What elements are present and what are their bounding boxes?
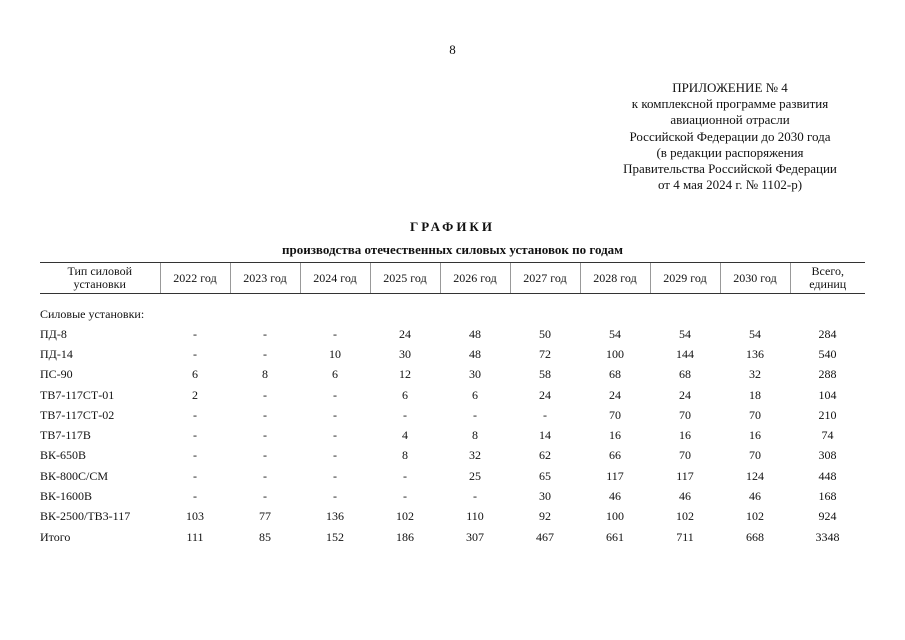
value-cell: - <box>263 448 267 463</box>
value-cell: 111 <box>186 529 204 544</box>
value-cell: - <box>543 407 547 422</box>
total-cell: 168 <box>818 489 837 504</box>
engine-name-cell: ВК-800С/СМ <box>40 468 109 483</box>
value-cell: 6 <box>332 367 338 382</box>
column-header: 2026 год <box>440 263 510 294</box>
engine-name-cell: Итого <box>40 529 71 544</box>
table-body <box>40 294 865 548</box>
value-cell: 152 <box>326 529 344 544</box>
value-cell: 110 <box>466 509 484 524</box>
value-cell: 100 <box>606 509 624 524</box>
column-header: 2023 год <box>230 263 300 294</box>
value-cell: - <box>263 428 267 443</box>
appendix-line: авиационной отрасли <box>670 112 790 128</box>
value-cell: - <box>333 407 337 422</box>
table-row <box>40 324 865 344</box>
total-cell: 288 <box>818 367 837 382</box>
value-cell: 117 <box>606 468 624 483</box>
value-cell: 186 <box>396 529 414 544</box>
column-header: 2028 год <box>580 263 650 294</box>
value-cell: 46 <box>749 489 761 504</box>
column-header: 2030 год <box>720 263 790 294</box>
total-cell: 540 <box>818 346 837 361</box>
value-cell: 32 <box>749 367 761 382</box>
value-cell: 100 <box>606 346 624 361</box>
value-cell: 144 <box>676 346 694 361</box>
value-cell: - <box>263 387 267 402</box>
total-cell: 104 <box>818 387 837 402</box>
value-cell: 24 <box>679 387 691 402</box>
value-cell: 117 <box>676 468 694 483</box>
engine-name-cell: ПС-90 <box>40 367 73 382</box>
appendix-line: ПРИЛОЖЕНИЕ № 4 <box>672 80 788 95</box>
value-cell: - <box>193 407 197 422</box>
column-header-type: Тип силовой установки <box>40 263 160 294</box>
column-header: 2025 год <box>370 263 440 294</box>
document-title: ГРАФИКИ <box>410 219 495 234</box>
value-cell: 68 <box>609 367 621 382</box>
value-cell: 24 <box>539 387 551 402</box>
section-label: Силовые установки: <box>40 307 145 321</box>
document-subtitle: производства отечественных силовых установок по годам <box>281 242 624 257</box>
engine-name-cell: ВК-1600В <box>40 489 93 504</box>
value-cell: - <box>333 428 337 443</box>
total-cell: 284 <box>818 326 837 341</box>
column-header: 2022 год <box>160 263 230 294</box>
value-cell: 24 <box>399 326 411 341</box>
value-cell: 6 <box>472 387 478 402</box>
value-cell: - <box>403 489 407 504</box>
value-cell: 92 <box>539 509 551 524</box>
column-header: Всего, единиц <box>790 263 865 294</box>
value-cell: - <box>193 326 197 341</box>
value-cell: 48 <box>469 346 481 361</box>
value-cell: - <box>473 489 477 504</box>
value-cell: 668 <box>746 529 764 544</box>
value-cell: - <box>333 326 337 341</box>
value-cell: 136 <box>746 346 764 361</box>
column-header: 2027 год <box>510 263 580 294</box>
page-number: 8 <box>449 42 456 57</box>
table-row <box>40 486 865 506</box>
table-row <box>40 344 865 364</box>
value-cell: 58 <box>539 367 551 382</box>
appendix-line: к комплексной программе развития <box>631 96 829 112</box>
value-cell: 50 <box>539 326 551 341</box>
appendix-line: Правительства Российской Федерации <box>623 161 837 177</box>
appendix-header <box>590 80 870 193</box>
value-cell: 66 <box>609 448 621 463</box>
value-cell: - <box>403 468 407 483</box>
value-cell: 2 <box>192 387 198 402</box>
value-cell: - <box>193 489 197 504</box>
value-cell: 16 <box>609 428 621 443</box>
appendix-line: (в редакции распоряжения <box>656 144 804 160</box>
value-cell: 661 <box>606 529 624 544</box>
value-cell: 70 <box>749 448 761 463</box>
value-cell: 72 <box>539 346 551 361</box>
table-row <box>40 527 865 547</box>
column-header: 2024 год <box>300 263 370 294</box>
total-cell: 448 <box>818 468 837 483</box>
value-cell: 6 <box>402 387 408 402</box>
value-cell: 136 <box>326 509 344 524</box>
value-cell: 54 <box>749 326 761 341</box>
value-cell: 12 <box>399 367 411 382</box>
value-cell: 70 <box>749 407 761 422</box>
table-row <box>40 507 865 527</box>
value-cell: 4 <box>402 428 408 443</box>
value-cell: - <box>193 428 197 443</box>
table-row <box>40 425 865 445</box>
value-cell: - <box>263 468 267 483</box>
production-schedule-table <box>40 262 865 547</box>
value-cell: 70 <box>609 407 621 422</box>
value-cell: 30 <box>469 367 481 382</box>
appendix-line: Российской Федерации до 2030 года <box>629 128 831 144</box>
value-cell: - <box>473 407 477 422</box>
table-header-row <box>40 263 865 294</box>
engine-name-cell: ПД-14 <box>40 346 73 361</box>
engine-name-cell: ВК-2500/ТВ3-117 <box>40 509 131 524</box>
total-cell: 924 <box>818 509 837 524</box>
value-cell: 48 <box>469 326 481 341</box>
column-header: 2029 год <box>650 263 720 294</box>
value-cell: 10 <box>329 346 341 361</box>
value-cell: 85 <box>259 529 271 544</box>
value-cell: 25 <box>469 468 481 483</box>
value-cell: 102 <box>746 509 764 524</box>
value-cell: 70 <box>679 448 691 463</box>
value-cell: - <box>333 468 337 483</box>
total-cell: 210 <box>818 407 837 422</box>
value-cell: 102 <box>676 509 694 524</box>
value-cell: - <box>263 407 267 422</box>
value-cell: 70 <box>679 407 691 422</box>
value-cell: - <box>333 489 337 504</box>
value-cell: 62 <box>539 448 551 463</box>
table-row <box>40 405 865 425</box>
value-cell: 18 <box>749 387 761 402</box>
value-cell: 68 <box>679 367 691 382</box>
value-cell: 8 <box>262 367 268 382</box>
total-cell: 3348 <box>815 529 840 544</box>
value-cell: 30 <box>399 346 411 361</box>
value-cell: 103 <box>186 509 204 524</box>
engine-name-cell: ВК-650В <box>40 448 87 463</box>
value-cell: 54 <box>609 326 621 341</box>
engine-name-cell: ТВ7-117В <box>40 428 91 443</box>
value-cell: 65 <box>539 468 551 483</box>
value-cell: 711 <box>676 529 694 544</box>
section-row <box>40 294 865 325</box>
value-cell: - <box>263 346 267 361</box>
value-cell: 8 <box>402 448 408 463</box>
table-row <box>40 446 865 466</box>
value-cell: 46 <box>679 489 691 504</box>
value-cell: 30 <box>539 489 551 504</box>
value-cell: - <box>333 448 337 463</box>
total-cell: 308 <box>818 448 837 463</box>
value-cell: - <box>263 489 267 504</box>
value-cell: 32 <box>469 448 481 463</box>
value-cell: 77 <box>259 509 271 524</box>
total-cell: 74 <box>821 428 834 443</box>
appendix-line: от 4 мая 2024 г. № 1102-р) <box>657 177 803 193</box>
value-cell: 16 <box>679 428 691 443</box>
table-row <box>40 385 865 405</box>
value-cell: 16 <box>749 428 761 443</box>
value-cell: 8 <box>472 428 478 443</box>
value-cell: 124 <box>746 468 764 483</box>
engine-name-cell: ТВ7-117СТ-01 <box>40 387 115 402</box>
engine-name-cell: ПД-8 <box>40 326 67 341</box>
table-row <box>40 365 865 385</box>
value-cell: - <box>333 387 337 402</box>
value-cell: - <box>193 346 197 361</box>
value-cell: 54 <box>679 326 691 341</box>
engine-name-cell: ТВ7-117СТ-02 <box>40 407 115 422</box>
value-cell: 102 <box>396 509 414 524</box>
value-cell: 46 <box>609 489 621 504</box>
value-cell: - <box>263 326 267 341</box>
value-cell: 467 <box>536 529 554 544</box>
table-row <box>40 466 865 486</box>
value-cell: 6 <box>192 367 198 382</box>
value-cell: - <box>193 448 197 463</box>
value-cell: - <box>403 407 407 422</box>
value-cell: 24 <box>609 387 621 402</box>
value-cell: - <box>193 468 197 483</box>
value-cell: 14 <box>539 428 551 443</box>
value-cell: 307 <box>466 529 484 544</box>
